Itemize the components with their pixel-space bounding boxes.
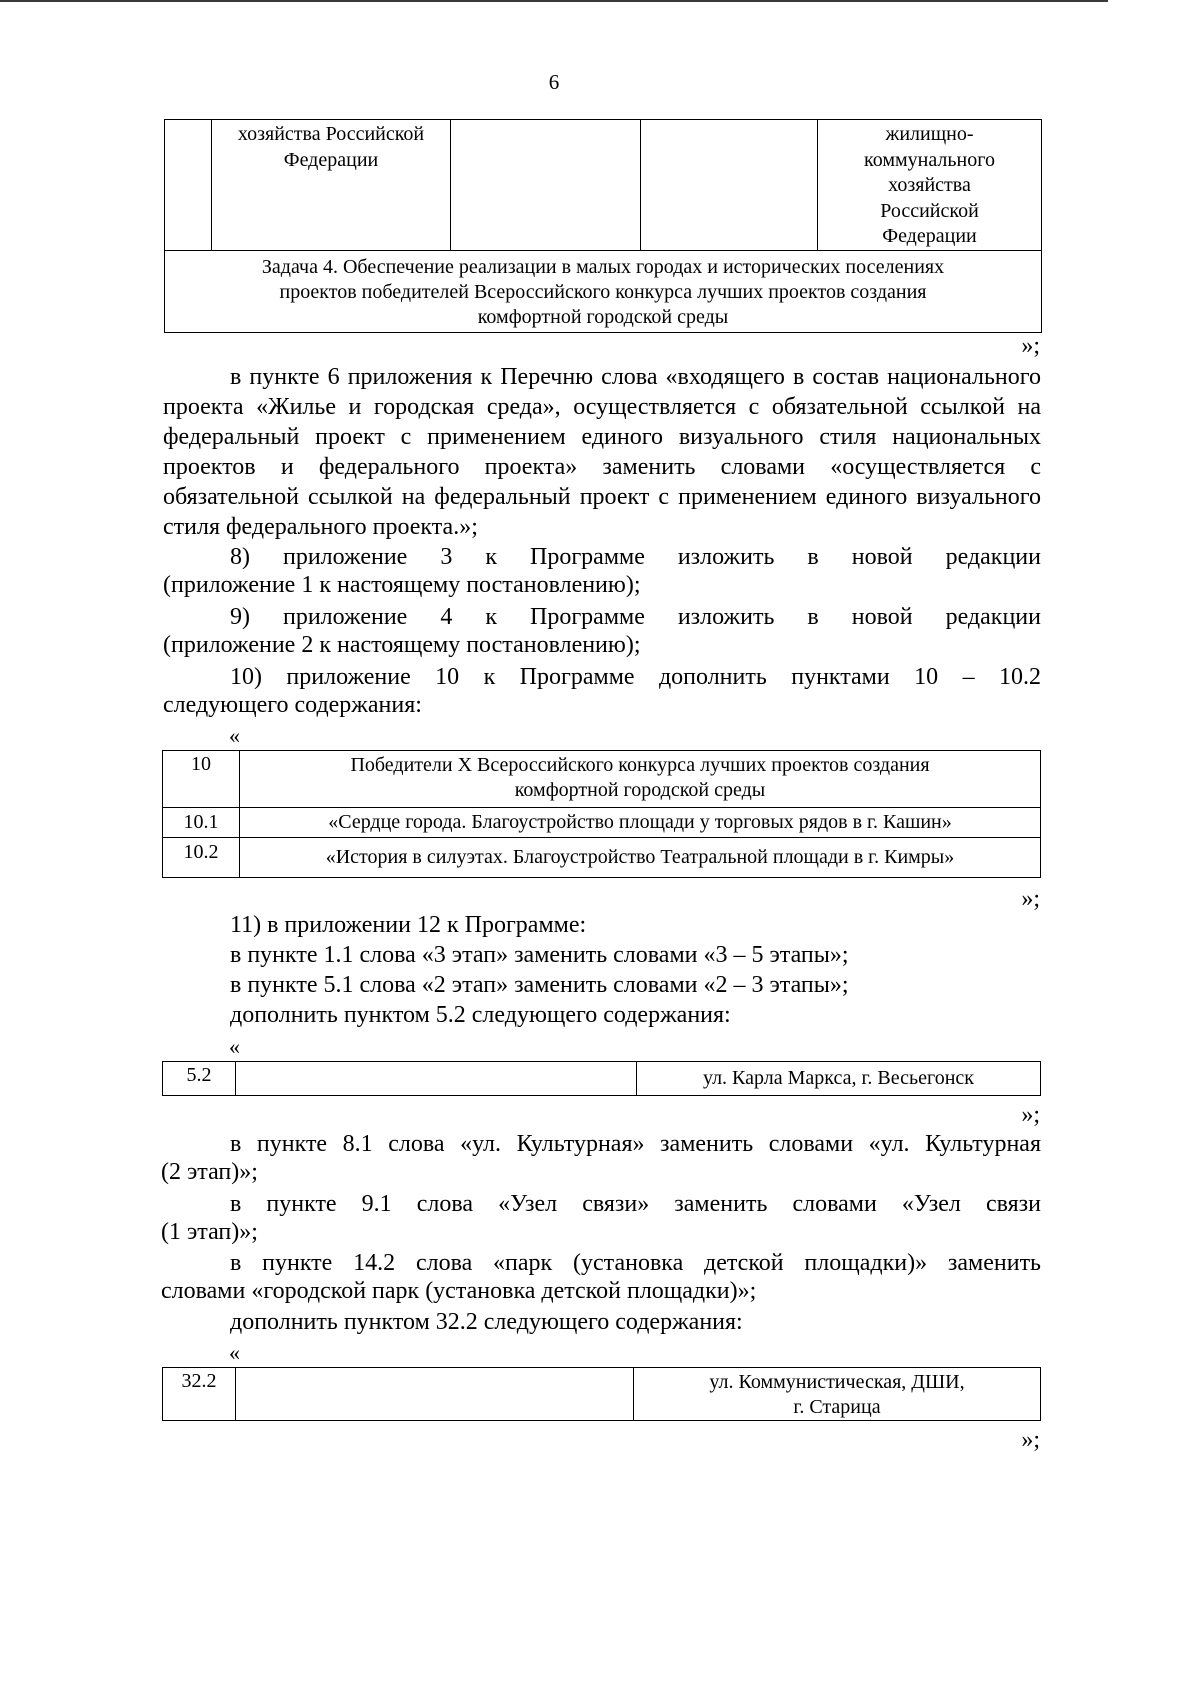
paragraph-11-line2: в пункте 1.1 слова «3 этап» заменить словами «3 – 5 этапы»; bbox=[230, 942, 849, 968]
cell-line: коммунального bbox=[864, 148, 995, 171]
task-line: проектов победителей Всероссийского конкурса лучших проектов создания bbox=[279, 281, 927, 303]
close-quote: »; bbox=[1021, 1427, 1040, 1453]
paragraph-9-line2: (приложение 2 к настоящему постановлению); bbox=[163, 632, 641, 658]
cell-line: г. Старица bbox=[793, 1396, 881, 1418]
table-cell-agency bbox=[212, 120, 451, 251]
table-cell-num: 32.2 bbox=[163, 1368, 236, 1421]
paragraph-9-1-line1: в пункте 9.1 слова «Узел связи» заменить словами «Узел связи bbox=[230, 1191, 1041, 1217]
table-cell-empty bbox=[451, 120, 641, 251]
close-quote: »; bbox=[1021, 333, 1040, 359]
table-cell-empty bbox=[641, 120, 818, 251]
paragraph-32-2: дополнить пунктом 32.2 следующего содержания: bbox=[230, 1309, 743, 1335]
table-cell-responsible bbox=[818, 120, 1042, 251]
paragraph-10-line2: следующего содержания: bbox=[163, 692, 422, 718]
paragraph-10-line1: 10) приложение 10 к Программе дополнить пунктами 10 – 10.2 bbox=[230, 664, 1041, 690]
task-line: Задача 4. Обеспечение реализации в малых городах и исторических поселениях bbox=[261, 256, 945, 278]
table-cell-num: 10.2 bbox=[163, 838, 240, 878]
table-cell-empty bbox=[236, 1368, 634, 1421]
table-cell-text: «История в силуэтах. Благоустройство Театральной площади в г. Кимры» bbox=[240, 838, 1041, 878]
paragraph-9-1-line2: (1 этап)»; bbox=[161, 1219, 258, 1245]
table-item-32-2 bbox=[162, 1367, 1041, 1421]
paragraph-8-1-line1: в пункте 8.1 слова «ул. Культурная» заменить словами «ул. Культурная bbox=[230, 1131, 1041, 1157]
table-cell-num: 5.2 bbox=[163, 1062, 236, 1096]
paragraph-11-line4: дополнить пунктом 5.2 следующего содержания: bbox=[230, 1002, 731, 1028]
table-cell-address: ул. Карла Маркса, г. Весьегонск bbox=[637, 1062, 1041, 1096]
scan-edge-line bbox=[0, 0, 1108, 2]
paragraph-11-line3: в пункте 5.1 слова «2 этап» заменить словами «2 – 3 этапы»; bbox=[230, 972, 849, 998]
cell-line: Федерации bbox=[283, 148, 379, 171]
cell-line: Федерации bbox=[882, 225, 977, 247]
paragraph-11-line1: 11) в приложении 12 к Программе: bbox=[230, 912, 587, 938]
cell-line: ул. Коммунистическая, ДШИ, bbox=[709, 1371, 965, 1393]
paragraph-14-2-line2: словами «городской парк (установка детской площадки)»; bbox=[161, 1278, 757, 1304]
table-cell-address bbox=[634, 1368, 1041, 1421]
close-quote: »; bbox=[1021, 1102, 1040, 1128]
paragraph-8-1-line2: (2 этап)»; bbox=[161, 1159, 258, 1185]
cell-line: комфортной городской среды bbox=[514, 779, 766, 801]
cell-line: хозяйства Российской bbox=[237, 123, 425, 145]
table-appendix10 bbox=[162, 750, 1041, 878]
paragraph-punkt6: в пункте 6 приложения к Перечню слова «входящего в состав национального проекта «Жилье и городская среда», осуществляется с обязательной ссылкой на федеральный проект с применением единого визуального стиля национальных проектов и федерального проекта» заменить словами «осуществляется с обязательной ссылкой на федеральный проект с применением единого визуального стиля федерального проекта.»; bbox=[163, 364, 1041, 540]
open-quote: « bbox=[229, 1340, 240, 1365]
table-cell-text: «Сердце города. Благоустройство площади у торговых рядов в г. Кашин» bbox=[240, 808, 1041, 838]
task-line: комфортной городской среды bbox=[477, 306, 729, 328]
paragraph-14-2-line1: в пункте 14.2 слова «парк (установка детской площадки)» заменить bbox=[230, 1250, 1041, 1276]
cell-line: Российской bbox=[880, 199, 979, 222]
page-number: 6 bbox=[548, 70, 560, 94]
table-cell-num: 10.1 bbox=[163, 808, 240, 838]
open-quote: « bbox=[229, 723, 240, 748]
table-item-5-2 bbox=[162, 1061, 1041, 1096]
open-quote: « bbox=[229, 1034, 240, 1059]
table-cell-num: 10 bbox=[163, 751, 240, 808]
cell-line: Победители X Всероссийского конкурса лучших проектов создания bbox=[350, 754, 930, 776]
cell-line: хозяйства bbox=[888, 174, 971, 196]
paragraph-8-line2: (приложение 1 к настоящему постановлению); bbox=[163, 572, 641, 598]
table-cell-empty bbox=[236, 1062, 637, 1096]
table-continuation bbox=[164, 119, 1042, 333]
table-cell-text bbox=[240, 751, 1041, 808]
paragraph-8-line1: 8) приложение 3 к Программе изложить в новой редакции bbox=[230, 544, 1041, 570]
close-quote: »; bbox=[1021, 886, 1040, 912]
table-cell-empty bbox=[165, 120, 212, 251]
table-row-task4 bbox=[165, 251, 1042, 333]
cell-line: жилищно- bbox=[885, 123, 974, 145]
paragraph-9-line1: 9) приложение 4 к Программе изложить в новой редакции bbox=[230, 604, 1041, 630]
